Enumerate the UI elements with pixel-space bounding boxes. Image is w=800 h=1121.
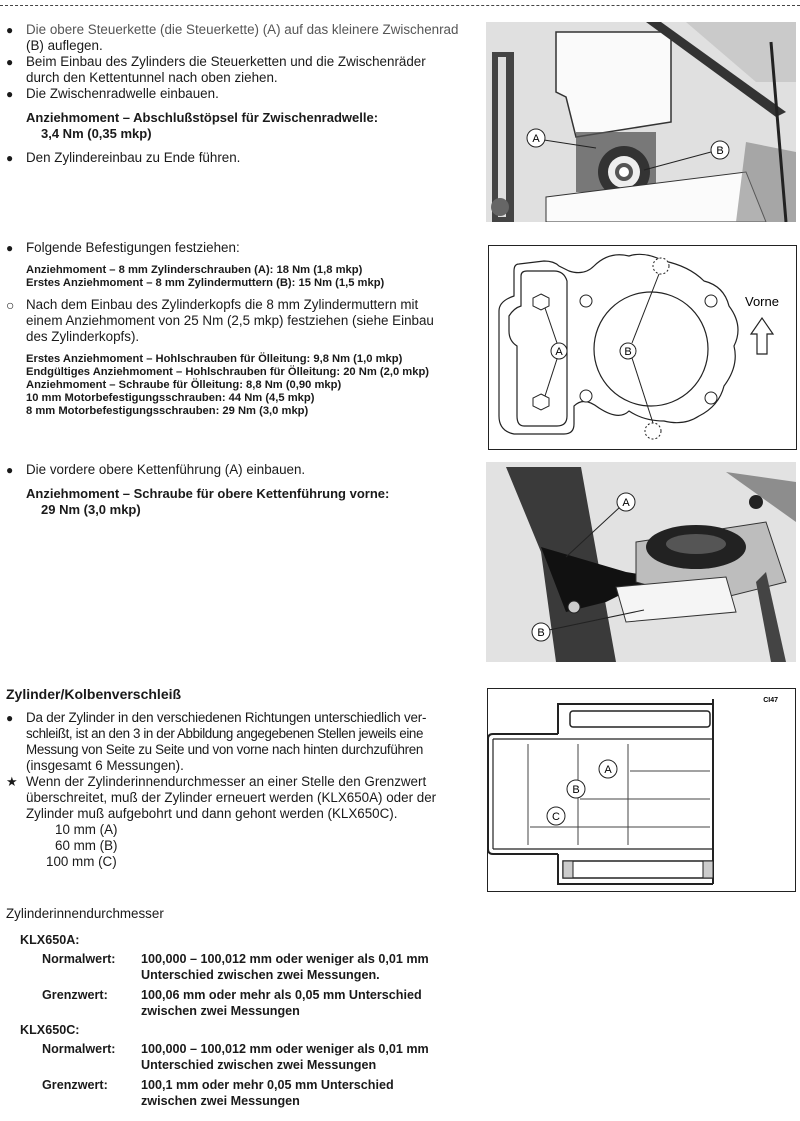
leader-line: [632, 358, 653, 423]
torque-spec: Anziehmoment – Schraube für obere Kettenführung vorne: 29 Nm (3,0 mkp): [26, 486, 390, 517]
section-tighten: [6, 240, 471, 418]
callout-a-label: A: [622, 497, 630, 509]
bullet-icon: ●: [6, 55, 14, 69]
bullet-item: ● Die vordere obere Kettenführung (A) einbauen.: [6, 462, 306, 477]
page-top-rule: [0, 5, 800, 6]
bullet-item: ● Den Zylindereinbau zu Ende führen.: [6, 150, 241, 165]
bullet-icon: ●: [6, 711, 14, 725]
torque-list: Anziehmoment – 8 mm Zylinderschrauben (A): 18 Nm (1,8 mkp) Erstes Anziehmoment – 8 mm Zylindermuttern (B): 15 Nm (1,5 mkp): [26, 264, 385, 289]
callout-b-label: B: [537, 627, 545, 639]
bullet-item: ● Da der Zylinder in den verschiedenen Richtungen unterschiedlich ver- schleißt, ist an den 3 in der Abbildung angegebenen Stellen jeweils eine Messung von Seite zu Seite und von vorne nach hinten durchzuführen (insgesamt 6 Messungen).: [6, 710, 427, 773]
bullet-icon: ●: [6, 23, 14, 37]
bullet-icon: ●: [6, 87, 14, 101]
normal-value-row: Normalwert: 100,000 – 100,012 mm oder weniger als 0,01 mm Unterschied zwischen zwei Messungen: [42, 1042, 429, 1072]
model-spec-klx650c: KLX650C: Normalwert: 100,000 – 100,012 mm oder weniger als 0,01 mm Unterschied zwischen zwei Messungen Grenzwert: 100,1 mm oder mehr 0,05 mm Unterschied zwischen zwei Messungen: [6, 1023, 471, 1109]
measurement-positions: 10 mm (A) 60 mm (B) 100 mm (C): [46, 822, 118, 869]
star-item: ★ Wenn der Zylinderinnendurchmesser an einer Stelle den Grenzwert überschreitet, muß der Zylinder erneuert werden (KLX650A) oder der Zylinder muß aufgebohrt und dann gehont werden (KLX650C). 10 mm (A) 60 mm (B) 100 mm (C): [6, 774, 471, 870]
bullet-item: ● Die obere Steuerkette (die Steuerkette) (A) auf das kleinere Zwischenrad (B) auflegen.: [6, 22, 459, 53]
bullet-icon: ●: [6, 241, 14, 255]
bullet-item: ● Folgende Befestigungen festziehen:: [6, 240, 240, 255]
section-cylinder-wear: [6, 686, 471, 870]
leader-line: [545, 308, 557, 343]
figure-idler-gear-photo: [486, 22, 796, 222]
limit-value-row: Grenzwert: 100,1 mm oder mehr 0,05 mm Unterschied zwischen zwei Messungen: [42, 1078, 394, 1108]
section-heading: Zylinder/Kolbenverschleiß: [6, 686, 182, 702]
normal-value-row: Normalwert: 100,000 – 100,012 mm oder weniger als 0,01 mm Unterschied zwischen zwei Messungen.: [42, 952, 429, 982]
torque-list: Erstes Anziehmoment – Hohlschrauben für Ölleitung: 9,8 Nm (1,0 mkp) Endgültiges Anziehmoment – Hohlschrauben für Ölleitung: 20 Nm (2,0 mkp) Anziehmoment – Schraube für Ölleitung: 8,8 Nm (0,90 mkp) 10 mm Motorbefestigungsschrauben: 44 Nm (4,5 mkp) 8 mm Motorbefestigungsschrauben: 29 Nm (3,0 mkp): [26, 353, 430, 417]
callout-a-label: A: [532, 133, 540, 145]
direction-label: Vorne: [745, 294, 779, 309]
front-arrow-icon: [751, 318, 773, 354]
figure-cylinder-bolt-diagram: [488, 245, 797, 450]
bullet-icon: ●: [6, 463, 14, 477]
limit-value-row: Grenzwert: 100,06 mm oder mehr als 0,05 mm Unterschied zwischen zwei Messungen: [42, 988, 422, 1018]
model-spec-klx650a: KLX650A: Normalwert: 100,000 – 100,012 mm oder weniger als 0,01 mm Unterschied zwischen zwei Messungen. Grenzwert: 100,06 mm oder mehr als 0,05 mm Unterschied zwischen zwei Messungen: [6, 933, 471, 1019]
leader-line: [632, 274, 659, 343]
section-heading: Zylinderinnendurchmesser: [6, 906, 164, 921]
bullet-item: ● Die Zwischenradwelle einbauen.: [6, 86, 219, 101]
star-icon: ★: [6, 774, 18, 789]
figure-chain-guide-photo: [486, 462, 796, 662]
callout-a-label: A: [604, 764, 612, 776]
figure-code: CI47: [763, 697, 778, 704]
section-chain-guide: [6, 462, 471, 518]
callout-a-label: A: [555, 346, 563, 358]
section-cylinder-bore: [6, 906, 471, 1109]
torque-spec: Anziehmoment – Abschlußstöpsel für Zwischenradwelle: 3,4 Nm (0,35 mkp): [26, 110, 379, 141]
callout-c-label: C: [552, 811, 560, 823]
callout-b-label: B: [572, 784, 580, 796]
section-chain-install: [6, 22, 471, 166]
bullet-icon: ●: [6, 151, 14, 165]
bullet-item: ● Beim Einbau des Zylinders die Steuerketten und die Zwischenräder durch den Kettentunnel nach oben ziehen.: [6, 54, 426, 85]
figure-cylinder-measurement-diagram: [487, 688, 796, 892]
leader-line: [545, 359, 557, 396]
callout-b-label: B: [624, 346, 632, 358]
circle-bullet-icon: ○: [6, 297, 15, 313]
callout-b-label: B: [716, 145, 724, 157]
note-item: ○ Nach dem Einbau des Zylinderkopfs die 8 mm Zylindermuttern mit einem Anziehmoment von 25 Nm (2,5 mkp) festziehen (siehe Einbau des Zylinderkopfs).: [6, 297, 434, 344]
